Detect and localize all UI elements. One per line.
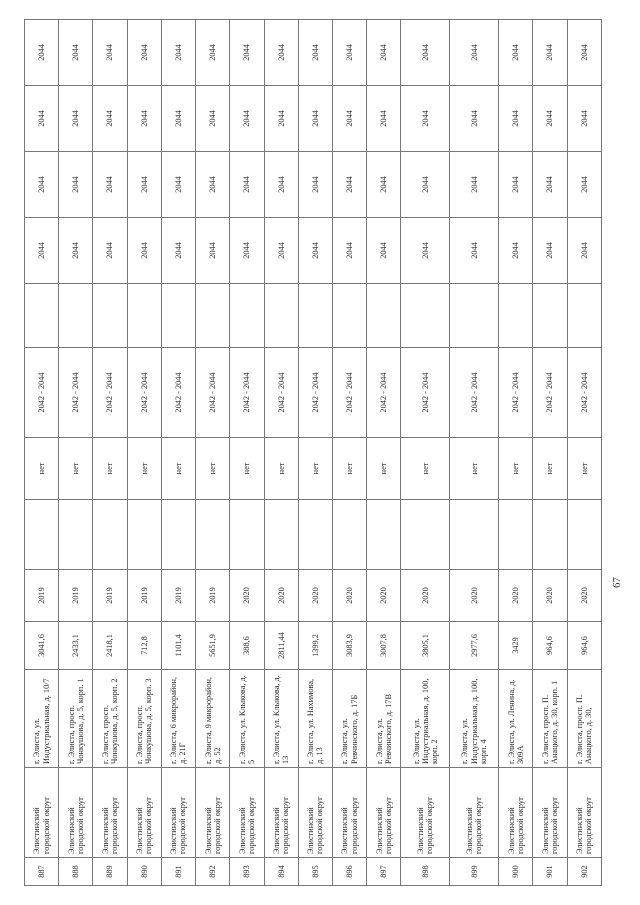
year-cell: 2044 (264, 86, 298, 152)
empty-cell (533, 284, 567, 348)
address: г. Элиста, ул. Ревчинского, д. 17Б (332, 670, 366, 768)
area: 388,6 (230, 622, 264, 670)
empty-cell (196, 284, 230, 348)
capital-repair-flag: нет (93, 438, 127, 500)
empty-cell (367, 500, 401, 570)
address: г. Элиста, просп. П. Анацкого, д. 30, корп. 1 (533, 670, 567, 768)
repair-period: 2042 - 2044 (499, 348, 533, 438)
year-cell: 2044 (332, 20, 366, 86)
survey-year: 2019 (59, 570, 93, 622)
survey-year: 2019 (127, 570, 161, 622)
area: 712,8 (127, 622, 161, 670)
table-row (264, 20, 298, 886)
empty-cell (25, 500, 59, 570)
row-number: 891 (161, 858, 195, 886)
repair-period: 2042 - 2044 (450, 348, 499, 438)
empty-cell (298, 284, 332, 348)
survey-year: 2020 (450, 570, 499, 622)
area: 2433,1 (59, 622, 93, 670)
year-cell: 2044 (567, 20, 601, 86)
repair-period: 2042 - 2044 (401, 348, 450, 438)
survey-year: 2020 (567, 570, 601, 622)
table-row (127, 20, 161, 886)
row-number: 901 (533, 858, 567, 886)
repair-period: 2042 - 2044 (567, 348, 601, 438)
year-cell: 2044 (230, 218, 264, 284)
survey-year: 2019 (25, 570, 59, 622)
capital-repair-flag: нет (367, 438, 401, 500)
year-cell: 2044 (499, 152, 533, 218)
year-cell: 2044 (196, 152, 230, 218)
empty-cell (127, 500, 161, 570)
municipality: Элистинский городской округ (567, 768, 601, 858)
municipality: Элистинский городской округ (161, 768, 195, 858)
year-cell: 2044 (264, 152, 298, 218)
year-cell: 2044 (59, 218, 93, 284)
row-number: 895 (298, 858, 332, 886)
municipality: Элистинский городской округ (59, 768, 93, 858)
year-cell: 2044 (450, 20, 499, 86)
table-row (298, 20, 332, 886)
year-cell: 2044 (127, 218, 161, 284)
area: 2977,6 (450, 622, 499, 670)
year-cell: 2044 (161, 20, 195, 86)
repair-period: 2042 - 2044 (332, 348, 366, 438)
empty-cell (127, 284, 161, 348)
address: г. Элиста, просп. Чонкушова, д. 5, корп. 2 (93, 670, 127, 768)
year-cell: 2044 (401, 218, 450, 284)
year-cell: 2044 (533, 20, 567, 86)
capital-repair-flag: нет (59, 438, 93, 500)
year-cell: 2044 (127, 86, 161, 152)
empty-cell (230, 284, 264, 348)
address: г. Элиста, просп. Чонкушова, д. 5, корп. 3 (127, 670, 161, 768)
table-row (567, 20, 601, 886)
year-cell: 2044 (450, 86, 499, 152)
empty-cell (567, 284, 601, 348)
row-number: 889 (93, 858, 127, 886)
empty-cell (332, 500, 366, 570)
year-cell: 2044 (450, 218, 499, 284)
empty-cell (367, 284, 401, 348)
capital-repair-flag: нет (230, 438, 264, 500)
year-cell: 2044 (332, 218, 366, 284)
address: г. Элиста, ул. Ленина, д. 309А (499, 670, 533, 768)
table-row (25, 20, 59, 886)
survey-year: 2020 (367, 570, 401, 622)
year-cell: 2044 (93, 152, 127, 218)
year-cell: 2044 (161, 218, 195, 284)
empty-cell (450, 500, 499, 570)
row-number: 887 (25, 858, 59, 886)
address: г. Элиста, 6 микрорайон, д. 21Г (161, 670, 195, 768)
row-number: 896 (332, 858, 366, 886)
survey-year: 2019 (93, 570, 127, 622)
capital-repair-flag: нет (127, 438, 161, 500)
municipality: Элистинский городской округ (401, 768, 450, 858)
year-cell: 2044 (298, 152, 332, 218)
capital-repair-flag: нет (196, 438, 230, 500)
empty-cell (59, 500, 93, 570)
repair-period: 2042 - 2044 (59, 348, 93, 438)
capital-repair-flag: нет (298, 438, 332, 500)
year-cell: 2044 (567, 152, 601, 218)
row-number: 900 (499, 858, 533, 886)
year-cell: 2044 (450, 152, 499, 218)
area: 2418,1 (93, 622, 127, 670)
row-number: 899 (450, 858, 499, 886)
year-cell: 2044 (93, 20, 127, 86)
year-cell: 2044 (298, 86, 332, 152)
area: 3805,1 (401, 622, 450, 670)
year-cell: 2044 (401, 152, 450, 218)
empty-cell (230, 500, 264, 570)
empty-cell (161, 284, 195, 348)
empty-cell (499, 500, 533, 570)
municipality: Элистинский городской округ (332, 768, 366, 858)
year-cell: 2044 (196, 86, 230, 152)
empty-cell (401, 284, 450, 348)
municipality: Элистинский городской округ (230, 768, 264, 858)
table-row (367, 20, 401, 886)
year-cell: 2044 (161, 86, 195, 152)
table-row (450, 20, 499, 886)
empty-cell (264, 500, 298, 570)
row-number: 893 (230, 858, 264, 886)
capital-repair-flag: нет (567, 438, 601, 500)
year-cell: 2044 (401, 20, 450, 86)
row-number: 890 (127, 858, 161, 886)
survey-year: 2020 (401, 570, 450, 622)
table-row (59, 20, 93, 886)
survey-year: 2020 (332, 570, 366, 622)
year-cell: 2044 (25, 152, 59, 218)
year-cell: 2044 (230, 20, 264, 86)
empty-cell (161, 500, 195, 570)
repair-period: 2042 - 2044 (367, 348, 401, 438)
year-cell: 2044 (298, 218, 332, 284)
table-body (25, 20, 602, 886)
municipality: Элистинский городской округ (450, 768, 499, 858)
row-number: 902 (567, 858, 601, 886)
year-cell: 2044 (533, 152, 567, 218)
rotated-page (24, 20, 602, 886)
municipality: Элистинский городской округ (127, 768, 161, 858)
area: 2811,44 (264, 622, 298, 670)
row-number: 898 (401, 858, 450, 886)
address: г. Элиста, просп. Чонкушова, д. 5, корп. 1 (59, 670, 93, 768)
year-cell: 2044 (127, 152, 161, 218)
year-cell: 2044 (367, 20, 401, 86)
year-cell: 2044 (230, 152, 264, 218)
year-cell: 2044 (93, 86, 127, 152)
year-cell: 2044 (499, 86, 533, 152)
year-cell: 2044 (59, 20, 93, 86)
year-cell: 2044 (499, 20, 533, 86)
row-number: 897 (367, 858, 401, 886)
repair-period: 2042 - 2044 (25, 348, 59, 438)
row-number: 894 (264, 858, 298, 886)
table-row (533, 20, 567, 886)
capital-repair-flag: нет (450, 438, 499, 500)
year-cell: 2044 (401, 86, 450, 152)
year-cell: 2044 (59, 86, 93, 152)
empty-cell (401, 500, 450, 570)
address: г. Элиста, 9 микрорайон, д. 52 (196, 670, 230, 768)
area: 3007,8 (367, 622, 401, 670)
year-cell: 2044 (127, 20, 161, 86)
year-cell: 2044 (264, 218, 298, 284)
area: 964,6 (533, 622, 567, 670)
year-cell: 2044 (533, 218, 567, 284)
municipality: Элистинский городской округ (93, 768, 127, 858)
area: 1101,4 (161, 622, 195, 670)
municipality: Элистинский городской округ (367, 768, 401, 858)
area: 3083,9 (332, 622, 366, 670)
municipality: Элистинский городской округ (499, 768, 533, 858)
year-cell: 2044 (59, 152, 93, 218)
year-cell: 2044 (567, 86, 601, 152)
year-cell: 2044 (298, 20, 332, 86)
area: 964,6 (567, 622, 601, 670)
survey-year: 2019 (196, 570, 230, 622)
year-cell: 2044 (499, 218, 533, 284)
table-row (161, 20, 195, 886)
municipality: Элистинский городской округ (25, 768, 59, 858)
address: г. Элиста, ул. Индустриальная, д. 10/7 (25, 670, 59, 768)
survey-year: 2020 (264, 570, 298, 622)
address: г. Элиста, ул. Ревчинского, д. 17В (367, 670, 401, 768)
empty-cell (567, 500, 601, 570)
empty-cell (298, 500, 332, 570)
capital-repair-flag: нет (264, 438, 298, 500)
empty-cell (25, 284, 59, 348)
empty-cell (499, 284, 533, 348)
table-row (93, 20, 127, 886)
table-row (230, 20, 264, 886)
year-cell: 2044 (196, 20, 230, 86)
year-cell: 2044 (25, 86, 59, 152)
empty-cell (332, 284, 366, 348)
housing-register-table (24, 19, 602, 886)
empty-cell (533, 500, 567, 570)
area: 3041,6 (25, 622, 59, 670)
repair-period: 2042 - 2044 (93, 348, 127, 438)
page-number: 67 (611, 577, 623, 588)
year-cell: 2044 (533, 86, 567, 152)
address: г. Элиста, ул. Клыкова, д. 13 (264, 670, 298, 768)
year-cell: 2044 (332, 152, 366, 218)
address: г. Элиста, просп. П. Анацкого, д. 30, (567, 670, 601, 768)
year-cell: 2044 (25, 20, 59, 86)
year-cell: 2044 (367, 218, 401, 284)
address: г. Элиста, ул. Клыкова, д. 5 (230, 670, 264, 768)
empty-cell (93, 500, 127, 570)
row-number: 892 (196, 858, 230, 886)
table-row (332, 20, 366, 886)
year-cell: 2044 (25, 218, 59, 284)
year-cell: 2044 (367, 86, 401, 152)
capital-repair-flag: нет (161, 438, 195, 500)
capital-repair-flag: нет (533, 438, 567, 500)
empty-cell (59, 284, 93, 348)
table-row (401, 20, 450, 886)
municipality: Элистинский городской округ (533, 768, 567, 858)
year-cell: 2044 (93, 218, 127, 284)
year-cell: 2044 (161, 152, 195, 218)
survey-year: 2020 (533, 570, 567, 622)
area: 1399,2 (298, 622, 332, 670)
address: г. Элиста, ул. Индустриальная, д. 100, корп. 4 (450, 670, 499, 768)
area: 5651,9 (196, 622, 230, 670)
repair-period: 2042 - 2044 (533, 348, 567, 438)
survey-year: 2020 (230, 570, 264, 622)
municipality: Элистинский городской округ (264, 768, 298, 858)
capital-repair-flag: нет (499, 438, 533, 500)
year-cell: 2044 (230, 86, 264, 152)
capital-repair-flag: нет (401, 438, 450, 500)
repair-period: 2042 - 2044 (298, 348, 332, 438)
survey-year: 2020 (298, 570, 332, 622)
year-cell: 2044 (567, 218, 601, 284)
empty-cell (93, 284, 127, 348)
repair-period: 2042 - 2044 (127, 348, 161, 438)
capital-repair-flag: нет (332, 438, 366, 500)
municipality: Элистинский городской округ (196, 768, 230, 858)
municipality: Элистинский городской округ (298, 768, 332, 858)
repair-period: 2042 - 2044 (161, 348, 195, 438)
survey-year: 2019 (161, 570, 195, 622)
year-cell: 2044 (332, 86, 366, 152)
survey-year: 2020 (499, 570, 533, 622)
empty-cell (450, 284, 499, 348)
empty-cell (196, 500, 230, 570)
address: г. Элиста, ул. Индустриальная, д. 100, корп. 2 (401, 670, 450, 768)
table-row (196, 20, 230, 886)
table-row (499, 20, 533, 886)
empty-cell (264, 284, 298, 348)
address: г. Элиста, ул. Нахимова, д. 13 (298, 670, 332, 768)
area: 3429 (499, 622, 533, 670)
row-number: 888 (59, 858, 93, 886)
repair-period: 2042 - 2044 (196, 348, 230, 438)
year-cell: 2044 (196, 218, 230, 284)
repair-period: 2042 - 2044 (264, 348, 298, 438)
year-cell: 2044 (367, 152, 401, 218)
capital-repair-flag: нет (25, 438, 59, 500)
repair-period: 2042 - 2044 (230, 348, 264, 438)
year-cell: 2044 (264, 20, 298, 86)
